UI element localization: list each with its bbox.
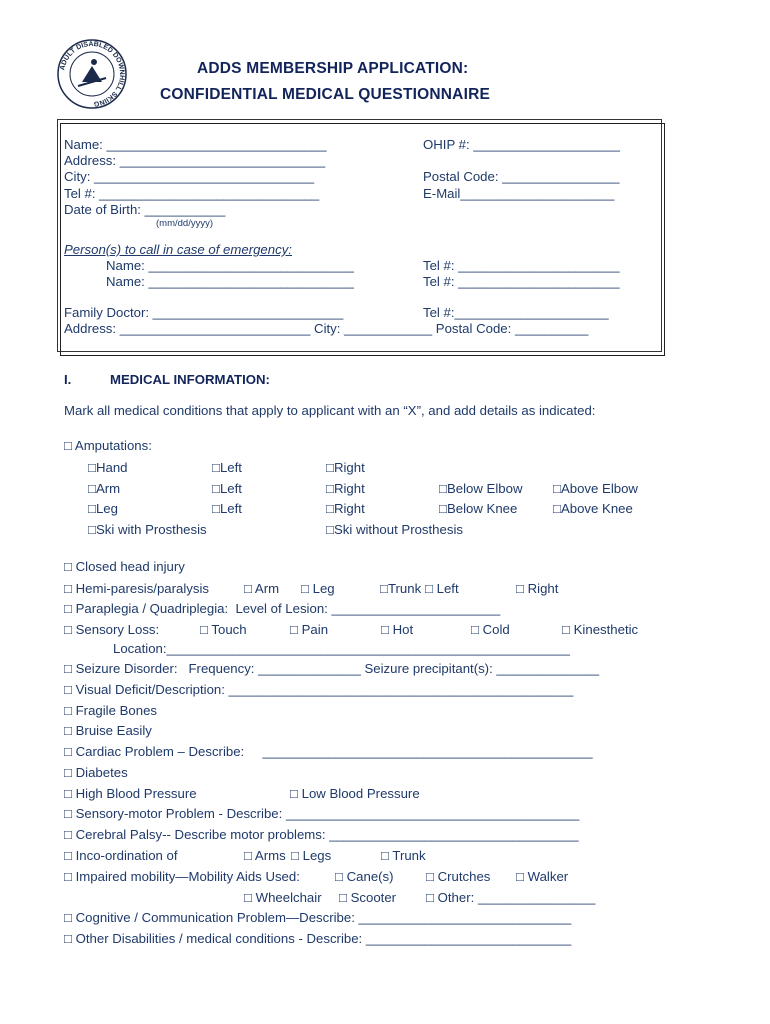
cognitive-checkbox[interactable]: □ Cognitive / Communication Problem—Describe: _____________________________ <box>64 910 572 925</box>
doctor-address-field[interactable]: Address: __________________________ City: ____________ Postal Code: __________ <box>64 321 589 336</box>
svg-text:ADULT DISABLED DOWNHILL SKIING: ADULT DISABLED DOWNHILL SKIING <box>59 40 126 108</box>
crutches-checkbox[interactable]: □ Crutches <box>426 869 491 884</box>
section-title: MEDICAL INFORMATION: <box>110 372 270 387</box>
incoord-legs-checkbox[interactable]: □ Legs <box>291 848 332 863</box>
name-field[interactable]: Name: ______________________________ <box>64 137 327 152</box>
canes-checkbox[interactable]: □ Cane(s) <box>335 869 394 884</box>
below-knee-checkbox[interactable]: □Below Knee <box>439 501 518 516</box>
incoord-trunk-checkbox[interactable]: □ Trunk <box>381 848 426 863</box>
other-aid-checkbox[interactable]: □ Other: ________________ <box>426 890 596 905</box>
fragile-bones-checkbox[interactable]: □ Fragile Bones <box>64 703 157 718</box>
above-knee-checkbox[interactable]: □Above Knee <box>553 501 633 516</box>
paraplegia-checkbox[interactable]: □ Paraplegia / Quadriplegia: Level of Lesion: _______________________ <box>64 601 501 616</box>
instructions: Mark all medical conditions that apply to applicant with an “X”, and add details as indicated: <box>64 403 596 418</box>
hemi-right-checkbox[interactable]: □ Right <box>516 581 559 596</box>
hand-right-checkbox[interactable]: □Right <box>326 460 365 475</box>
cold-checkbox[interactable]: □ Cold <box>471 622 510 637</box>
emergency-heading: Person(s) to call in case of emergency: <box>64 242 292 257</box>
hemi-arm-checkbox[interactable]: □ Arm <box>244 581 280 596</box>
tel-field[interactable]: Tel #: ______________________________ <box>64 186 320 201</box>
hemi-leg-checkbox[interactable]: □ Leg <box>301 581 335 596</box>
hand-checkbox[interactable]: □Hand <box>88 460 128 475</box>
leg-right-checkbox[interactable]: □Right <box>326 501 365 516</box>
impaired-mobility-checkbox[interactable]: □ Impaired mobility—Mobility Aids Used: <box>64 869 300 884</box>
address-field[interactable]: Address: ____________________________ <box>64 153 326 168</box>
high-bp-checkbox[interactable]: □ High Blood Pressure <box>64 786 197 801</box>
hot-checkbox[interactable]: □ Hot <box>381 622 414 637</box>
arm-left-checkbox[interactable]: □Left <box>212 481 242 496</box>
wheelchair-checkbox[interactable]: □ Wheelchair <box>244 890 322 905</box>
ohip-field[interactable]: OHIP #: ____________________ <box>423 137 621 152</box>
cerebral-palsy-checkbox[interactable]: □ Cerebral Palsy-- Describe motor problems: __________________________________ <box>64 827 579 842</box>
emergency-tel1-field[interactable]: Tel #: ______________________ <box>423 258 620 273</box>
dob-format-hint: (mm/dd/yyyy) <box>156 218 213 229</box>
city-field[interactable]: City: ______________________________ <box>64 169 315 184</box>
leg-checkbox[interactable]: □Leg <box>88 501 118 516</box>
kinesthetic-checkbox[interactable]: □ Kinesthetic <box>562 622 639 637</box>
diabetes-checkbox[interactable]: □ Diabetes <box>64 765 128 780</box>
cardiac-checkbox[interactable]: □ Cardiac Problem – Describe: _____________________________________________ <box>64 744 593 759</box>
section-number: I. <box>64 372 72 387</box>
ski-with-prosthesis-checkbox[interactable]: □Ski with Prosthesis <box>88 522 207 537</box>
arm-right-checkbox[interactable]: □Right <box>326 481 365 496</box>
ski-without-prosthesis-checkbox[interactable]: □Ski without Prosthesis <box>326 522 463 537</box>
scooter-checkbox[interactable]: □ Scooter <box>339 890 397 905</box>
doctor-tel-field[interactable]: Tel #:_____________________ <box>423 305 609 320</box>
title-line2: CONFIDENTIAL MEDICAL QUESTIONNAIRE <box>160 86 491 103</box>
seizure-checkbox[interactable]: □ Seizure Disorder: Frequency: ______________ Seizure precipitant(s): ______________ <box>64 661 600 676</box>
emergency-name1-field[interactable]: Name: ____________________________ <box>106 258 354 273</box>
visual-deficit-checkbox[interactable]: □ Visual Deficit/Description: _______________________________________________ <box>64 682 574 697</box>
hemi-trunk-checkbox[interactable]: □Trunk <box>380 581 422 596</box>
hemi-paresis-checkbox[interactable]: □ Hemi-paresis/paralysis <box>64 581 210 596</box>
walker-checkbox[interactable]: □ Walker <box>516 869 569 884</box>
adds-logo <box>56 38 128 110</box>
family-doctor-field[interactable]: Family Doctor: __________________________ <box>64 305 344 320</box>
leg-left-checkbox[interactable]: □Left <box>212 501 242 516</box>
bruise-easily-checkbox[interactable]: □ Bruise Easily <box>64 723 152 738</box>
amputations-checkbox[interactable]: □ Amputations: <box>64 438 152 453</box>
postal-code-field[interactable]: Postal Code: ________________ <box>423 169 620 184</box>
sensory-loss-checkbox[interactable]: □ Sensory Loss: <box>64 622 160 637</box>
hemi-left-checkbox[interactable]: □ Left <box>425 581 459 596</box>
low-bp-checkbox[interactable]: □ Low Blood Pressure <box>290 786 420 801</box>
touch-checkbox[interactable]: □ Touch <box>200 622 247 637</box>
other-disabilities-checkbox[interactable]: □ Other Disabilities / medical conditions - Describe: ____________________________ <box>64 931 572 946</box>
arm-checkbox[interactable]: □Arm <box>88 481 121 496</box>
pain-checkbox[interactable]: □ Pain <box>290 622 329 637</box>
email-field[interactable]: E-Mail_____________________ <box>423 186 615 201</box>
incoordination-checkbox[interactable]: □ Inco-ordination of <box>64 848 178 863</box>
hand-left-checkbox[interactable]: □Left <box>212 460 242 475</box>
location-field[interactable]: Location:_______________________________________________________ <box>113 641 570 656</box>
dob-field[interactable]: Date of Birth: ___________ <box>64 202 226 217</box>
incoord-arms-checkbox[interactable]: □ Arms <box>244 848 286 863</box>
emergency-tel2-field[interactable]: Tel #: ______________________ <box>423 274 620 289</box>
emergency-name2-field[interactable]: Name: ____________________________ <box>106 274 354 289</box>
sensory-motor-checkbox[interactable]: □ Sensory-motor Problem - Describe: ________________________________________ <box>64 806 580 821</box>
above-elbow-checkbox[interactable]: □Above Elbow <box>553 481 638 496</box>
below-elbow-checkbox[interactable]: □Below Elbow <box>439 481 523 496</box>
title-line1: ADDS MEMBERSHIP APPLICATION: <box>197 60 469 77</box>
closed-head-injury-checkbox[interactable]: □ Closed head injury <box>64 559 185 574</box>
